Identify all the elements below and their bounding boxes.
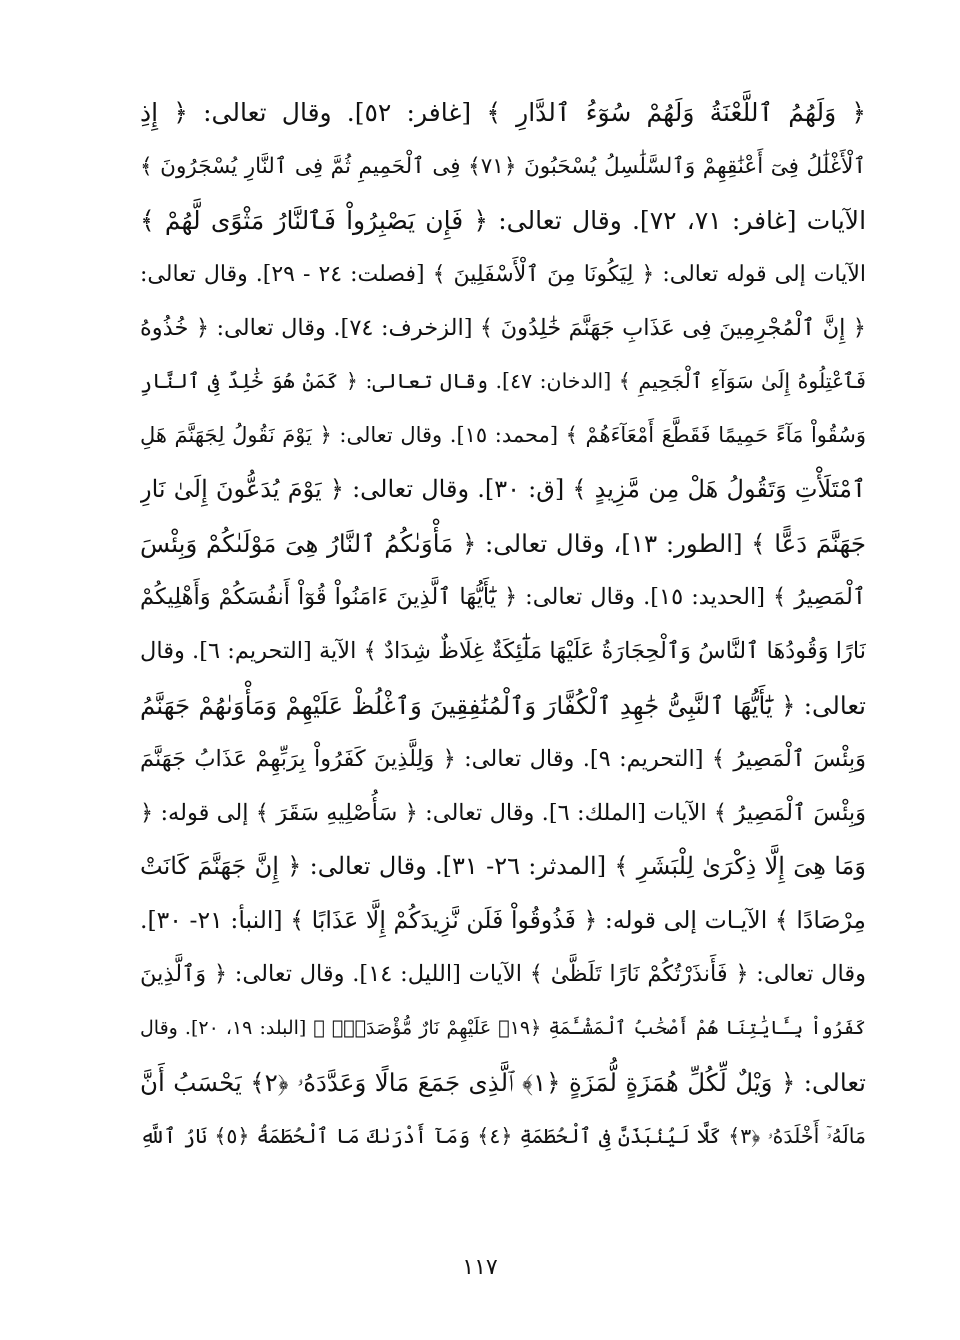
text-line: مَالَهُۥٓ أَخْلَدَهُۥ ﴿٣﴾ كَلَّا لَيُنۢبَذَنَّ فِى ٱلْحُطَمَةِ ﴿٤﴾ وَمَآ أَدْرَىٰكَ مَا ٱلْحُطَمَةُ ﴿٥﴾ نَارُ ٱللَّهِ: [140, 1123, 866, 1148]
text-line: نَارًا وَقُودُهَا ٱلنَّاسُ وَٱلْحِجَارَةُ عَلَيْهَا مَلَٰٓئِكَةٌ غِلَاظٌ شِدَادٌ ﴾ الآية [التحريم: ٦]. وقال: [140, 637, 866, 664]
text-line: تعالى: ﴿ وَيْلٌ لِّكُلِّ هُمَزَةٍ لُّمَزَةٍ ﴿١﴾ ٱلَّذِى جَمَعَ مَالًا وَعَدَّدَهُۥ ﴿٢﴾ يَحْسَبُ أَنَّ: [140, 1068, 866, 1098]
text-line: وَبِئْسَ ٱلْمَصِيرُ ﴾ الآيات [الملك: ٦]. وقال تعالى: ﴿ سَأُصْلِيهِ سَقَرَ ﴾ إلى قوله: ﴿: [140, 799, 866, 826]
text-line: الآيات إلى قوله تعالى: ﴿ لِيَكُونَا مِنَ ٱلْأَسْفَلِينَ ﴾ [فصلت: ٢٤ - ٢٩]. وقال تعالى:: [140, 261, 866, 287]
text-line: تعالى: ﴿ يَٰٓأَيُّهَا ٱلنَّبِىُّ جَٰهِدِ ٱلْكُفَّارَ وَٱلْمُنَٰفِقِينَ وَٱغْلُظْ عَلَيْهِمْ وَمَأْوَىٰهُمْ جَهَنَّمُ: [140, 690, 866, 720]
text-line: ٱلْمَصِيرُ ﴾ [الحديد: ١٥]. وقال تعالى: ﴿ يَٰٓأَيُّهَا ٱلَّذِينَ ءَامَنُواْ قُوٓاْ أَنفُسَكُمْ وَأَهْلِيكُمْ: [140, 584, 866, 611]
text-line: ﴿ إِنَّ ٱلْمُجْرِمِينَ فِى عَذَابِ جَهَنَّمَ خَٰلِدُونَ ﴾ [الزخرف: ٧٤]. وقال تعالى: ﴿ خُذُوهُ: [140, 314, 866, 341]
page-number: ١١٧: [462, 1255, 498, 1280]
text-line: وَسُقُواْ مَآءً حَمِيمًا فَقَطَّعَ أَمْعَآءَهُمْ ﴾ [محمد: ١٥]. وقال تعالى: ﴿ يَوْمَ نَقُولُ لِجَهَنَّمَ هَلِ: [140, 423, 866, 448]
text-line: كَفَرُواْ بِـَٔايَٰتِنَا هُمْ أَصْحَٰبُ ٱلْمَشْـَٔمَةِ ﴿١٩﴾ عَلَيْهِمْ نَارٌ مُّؤْصَدَةٌۢ ﴾ [البلد: ١٩، ٢٠]. وقال: [140, 1017, 866, 1040]
body-text: [140, 86, 866, 1164]
text-line: ٱلْأَغْلَٰلُ فِىٓ أَعْنَٰقِهِمْ وَٱلسَّلَٰسِلُ يُسْحَبُونَ ﴿٧١﴾ فِى ٱلْحَمِيمِ ثُمَّ فِى ٱلنَّارِ يُسْجَرُونَ ﴾: [140, 153, 866, 179]
text-line: مِرْصَادًا ﴾ الآيـات إلى قوله: ﴿ فَذُوقُواْ فَلَن نَّزِيدَكُمْ إِلَّا عَذَابًا ﴾ [النبأ: ٢١- ٣٠].: [140, 906, 866, 935]
text-line: فَٱعْتِلُوهُ إِلَىٰ سَوَآءِ ٱلْجَحِيمِ ﴾ [الدخان: ٤٧]. وقال تعالى: ﴿ كَمَنْ هُوَ خَٰلِدٌ فِى ٱلنَّارِ: [140, 369, 866, 394]
text-line: وقال تعالى: ﴿ فَأَنذَرْتُكُمْ نَارًا تَلَظَّىٰ ﴾ الآيات [الليل: ١٤]. وقال تعالى: ﴿ وَٱلَّذِينَ: [140, 961, 866, 988]
text-line: جَهَنَّمَ دَعًّا ﴾ [الطور: ١٣]، وقال تعالى: ﴿ مَأْوَىٰكُمُ ٱلنَّارُ هِىَ مَوْلَىٰكُمْ وَبِئْسَ: [140, 529, 866, 559]
text-line: وَبِئْسَ ٱلْمَصِيرُ ﴾ [التحريم: ٩]. وقال تعالى: ﴿ وَلِلَّذِينَ كَفَرُواْ بِرَبِّهِمْ عَذَابُ جَهَنَّمَ: [140, 745, 866, 772]
text-line: ﴿ وَلَهُمُ ٱللَّعْنَةُ وَلَهُمْ سُوٓءُ ٱلدَّارِ ﴾ [غافر: ٥٢]. وقال تعالى: ﴿ إِذِ: [140, 98, 866, 127]
text-line: وَمَا هِىَ إِلَّا ذِكْرَىٰ لِلْبَشَرِ ﴾ [المدثر: ٢٦- ٣١]. وقال تعالى: ﴿ إِنَّ جَهَنَّمَ كَانَتْ: [140, 852, 866, 881]
text-line: الآيات [غافر: ٧١، ٧٢]. وقال تعالى: ﴿ فَإِن يَصْبِرُواْ فَٱلنَّارُ مَثْوًى لَّهُمْ ﴾: [140, 205, 866, 235]
text-line: ٱمْتَلَأْتِ وَتَقُولُ هَلْ مِن مَّزِيدٍ ﴾ [ق: ٣٠]. وقال تعالى: ﴿ يَوْمَ يُدَعُّونَ إِلَىٰ نَارِ: [140, 475, 866, 504]
